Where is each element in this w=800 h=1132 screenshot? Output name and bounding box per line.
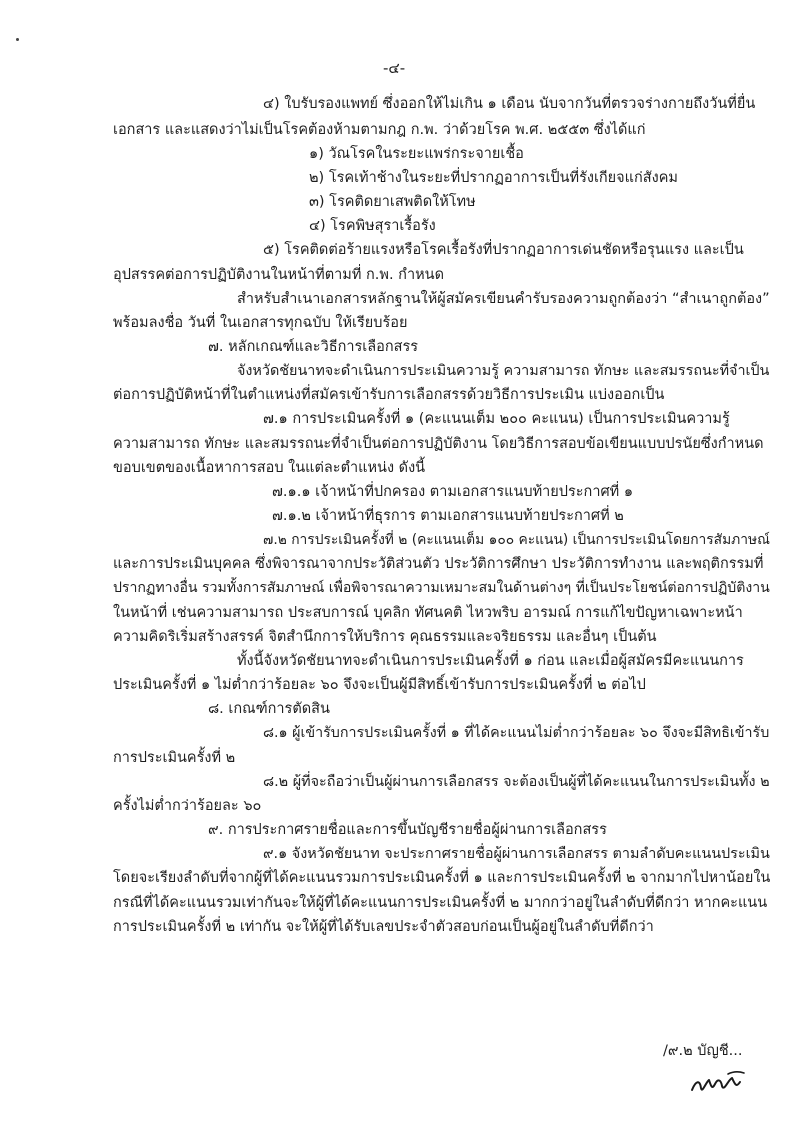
text-line: ในหน้าที่ เช่นความสามารถ ประสบการณ์ บุคลิก ทัศนคติ ไหวพริบ อารมณ์ การแก้ไขปัญหาเฉพาะหน้า [113, 605, 743, 621]
list-item: ๗.๑.๑ เจ้าหน้าที่ปกครอง ตามเอกสารแนบท้ายประกาศที่ ๑ [272, 484, 634, 500]
text-line: ความคิดริเริ่มสร้างสรรค์ จิตสำนึกการให้บริการ คุณธรรมและจริยธรรม และอื่นๆ เป็นต้น [113, 629, 657, 645]
text-line: การประเมินครั้งที่ ๒ [113, 750, 236, 766]
section-heading: ๘. เกณฑ์การตัดสิน [208, 701, 330, 717]
text-line: ๘.๑ ผู้เข้ารับการประเมินครั้งที่ ๑ ที่ได้คะแนนไม่ต่ำกว่าร้อยละ ๖๐ จึงจะมีสิทธิเข้ารับ [263, 725, 770, 741]
text-line: โดยจะเรียงลำดับที่จากผู้ที่ได้คะแนนรวมการประเมินครั้งที่ ๑ และการประเมินครั้งที่ ๒ จากมากไปหาน้อยใน [113, 870, 771, 886]
list-item: ๗.๑.๒ เจ้าหน้าที่ธุรการ ตามเอกสารแนบท้ายประกาศที่ ๒ [272, 508, 624, 524]
text-line: ๙.๑ จังหวัดชัยนาท จะประกาศรายชื่อผู้ผ่านการเลือกสรร ตามลำดับคะแนนประเมิน [263, 846, 770, 862]
text-line: ๕) โรคติดต่อร้ายแรงหรือโรคเรื้อรังที่ปรากฏอาการเด่นชัดหรือรุนแรง และเป็น [263, 242, 744, 258]
section-heading: ๗. หลักเกณฑ์และวิธีการเลือกสรร [208, 339, 419, 355]
text-line: ต่อการปฏิบัติหน้าที่ในตำแหน่งที่สมัครเข้ารับการเลือกสรรด้วยวิธีการประเมิน แบ่งออกเป็น [113, 387, 665, 403]
text-line: สำหรับสำเนาเอกสารหลักฐานให้ผู้สมัครเขียนคำรับรองความถูกต้องว่า “สำเนาถูกต้อง” [237, 291, 770, 307]
text-line: การประเมินครั้งที่ ๒ เท่ากัน จะให้ผู้ที่ได้รับเลขประจำตัวสอบก่อนเป็นผู้อยู่ในลำดับที่ดีกว่า [113, 919, 654, 935]
text-line: ๔) ใบรับรองแพทย์ ซึ่งออกให้ไม่เกิน ๑ เดือน นับจากวันที่ตรวจร่างกายถึงวันที่ยื่น [263, 96, 756, 112]
list-item: ๓) โรคติดยาเสพติดให้โทษ [309, 194, 476, 210]
list-item: ๑) วัณโรคในระยะแพร่กระจายเชื้อ [309, 146, 524, 162]
section-heading: ๙. การประกาศรายชื่อและการขึ้นบัญชีรายชื่อผู้ผ่านการเลือกสรร [208, 822, 607, 838]
text-line: ทั้งนี้จังหวัดชัยนาทจะดำเนินการประเมินครั้งที่ ๑ ก่อน และเมื่อผู้สมัครมีคะแนนการ [237, 653, 744, 669]
list-item: ๒) โรคเท้าช้างในระยะที่ปรากฏอาการเป็นที่รังเกียจแก่สังคม [309, 170, 678, 186]
text-line: ๘.๒ ผู้ที่จะถือว่าเป็นผู้ผ่านการเลือกสรร จะต้องเป็นผู้ที่ได้คะแนนในการประเมินทั้ง ๒ [263, 774, 770, 790]
text-line: อุปสรรคต่อการปฏิบัติงานในหน้าที่ตามที่ ก.พ. กำหนด [113, 267, 444, 283]
text-line: ขอบเขตของเนื้อหาการสอบ ในแต่ละตำแหน่ง ดังนี้ [113, 460, 426, 476]
continuation-marker: /๙.๒ บัญชี... [663, 1043, 743, 1059]
text-line: ครั้งไม่ต่ำกว่าร้อยละ ๖๐ [113, 798, 262, 814]
text-line: ประเมินครั้งที่ ๑ ไม่ต่ำกว่าร้อยละ ๖๐ จึงจะเป็นผู้มีสิทธิ์เข้ารับการประเมินครั้งที่ ๒ ต่อไป [113, 677, 646, 693]
scan-speck [16, 38, 19, 41]
text-line: ๗.๒ การประเมินครั้งที่ ๒ (คะแนนเต็ม ๑๐๐ คะแนน) เป็นการประเมินโดยการสัมภาษณ์ [263, 532, 770, 548]
list-item: ๔) โรคพิษสุราเรื้อรัง [309, 218, 436, 234]
text-line: พร้อมลงชื่อ วันที่ ในเอกสารทุกฉบับ ให้เรียบร้อย [113, 315, 408, 331]
text-line: ปรากฏทางอื่น รวมทั้งการสัมภาษณ์ เพื่อพิจารณาความเหมาะสมในด้านต่างๆ ที่เป็นประโยชน์ต่อการปฏิบัติงาน [113, 580, 770, 596]
text-line: ๗.๑ การประเมินครั้งที่ ๑ (คะแนนเต็ม ๒๐๐ คะแนน) เป็นการประเมินความรู้ [263, 411, 730, 427]
page-number: -๔- [383, 59, 406, 77]
text-line: เอกสาร และแสดงว่าไม่เป็นโรคต้องห้ามตามกฎ ก.พ. ว่าด้วยโรค พ.ศ. ๒๕๕๓ ซึ่งได้แก่ [113, 122, 646, 138]
handwritten-initials [688, 1066, 748, 1100]
text-line: และการประเมินบุคคล ซึ่งพิจารณาจากประวัติส่วนตัว ประวัติการศึกษา ประวัติการทำงาน และพฤติกรรมที่ [113, 556, 764, 572]
text-line: จังหวัดชัยนาทจะดำเนินการประเมินความรู้ ความสามารถ ทักษะ และสมรรถนะที่จำเป็น [237, 363, 770, 379]
text-line: กรณีที่ได้คะแนนรวมเท่ากันจะให้ผู้ที่ได้คะแนนการประเมินครั้งที่ ๒ มากกว่าอยู่ในลำดับที่ดีกว่า หากคะแนน [113, 895, 768, 911]
text-line: ความสามารถ ทักษะ และสมรรถนะที่จำเป็นต่อการปฏิบัติงาน โดยวิธีการสอบข้อเขียนแบบปรนัยซึ่งกำหนด [113, 436, 764, 452]
